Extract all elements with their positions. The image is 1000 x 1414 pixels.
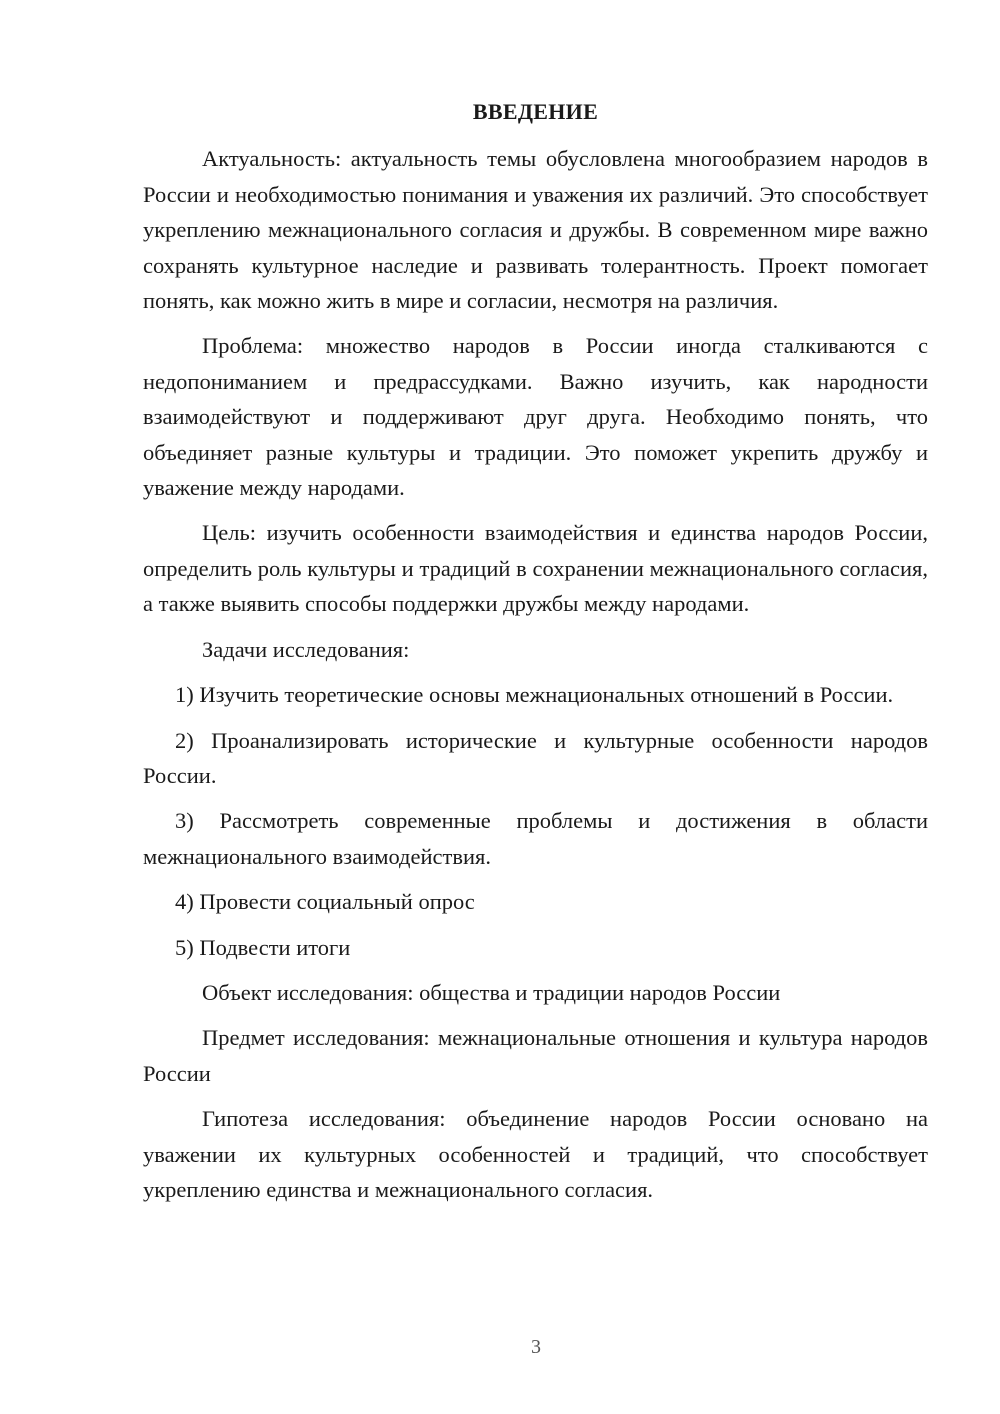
hypothesis-paragraph: Гипотеза исследования: объединение народов России основано на уважении их культурных особенностей и традиций, что способствует укреплению единства и межнационального согласия. — [143, 1106, 928, 1202]
list-item: 1) Изучить теоретические основы межнациональных отношений в России. — [175, 682, 894, 708]
list-item: 3) Рассмотреть современные проблемы и достижения в области межнационального взаимодействия. — [143, 808, 928, 869]
list-item: 4) Провести социальный опрос — [175, 889, 475, 915]
object-paragraph: Объект исследования: общества и традиции народов России — [202, 979, 781, 1005]
list-item: 5) Подвести итоги — [175, 934, 351, 960]
page-number: 3 — [531, 1336, 541, 1358]
subject-paragraph: Предмет исследования: межнациональные отношения и культура народов России — [143, 1025, 928, 1086]
tasks-list — [143, 677, 928, 965]
page-title: ВВЕДЕНИЕ — [472, 99, 599, 124]
relevance-paragraph: Актуальность: актуальность темы обусловлена многообразием народов в России и необходимостью понимания и уважения их различий. Это способствует укреплению межнационального согласия и дружбы. В современном мире важно сохранять культурное наследие и развивать толерантность. Проект помогает понять, как можно жить в мире и согласии, несмотря на различия. — [143, 146, 928, 314]
problem-paragraph: Проблема: множество народов в России иногда сталкиваются с недопониманием и предрассудками. Важно изучить, как народности взаимодействуют и поддерживают друг друга. Необходимо понять, что объединяет разные культуры и традиции. Это поможет укрепить дружбу и уважение между народами. — [143, 333, 928, 501]
list-item: 2) Проанализировать исторические и культурные особенности народов России. — [143, 727, 928, 788]
goal-paragraph: Цель: изучить особенности взаимодействия и единства народов России, определить роль культуры и традиций в сохранении межнационального согласия, а также выявить способы поддержки дружбы между народами. — [143, 520, 928, 617]
tasks-heading: Задачи исследования: — [202, 636, 410, 662]
document-page — [143, 94, 928, 1207]
